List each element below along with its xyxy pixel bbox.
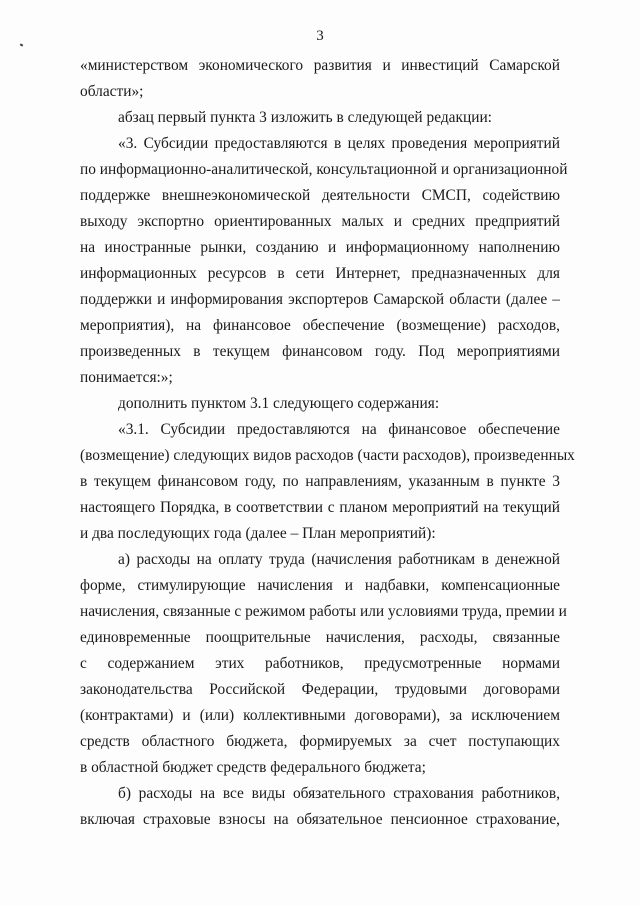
text-line: выходу экспортно ориентированных малых и средних предприятий [80, 213, 560, 230]
text-line: «министерством экономического развития и инвестиций Самарской [80, 57, 560, 74]
text-line: начисления, связанные с режимом работы или условиями труда, премии и [80, 603, 567, 620]
text-line: информационных ресурсов в сети Интернет, предназначенных для [80, 265, 560, 282]
text-line: понимается:»; [80, 369, 173, 386]
text-line: по информационно-аналитической, консультационной и организационной [80, 161, 568, 178]
text-line: (возмещение) следующих видов расходов (части расходов), произведенных [80, 447, 575, 464]
text-line: мероприятия), на финансовое обеспечение (возмещение) расходов, [80, 317, 560, 334]
scan-speck [20, 43, 24, 46]
text-line: средств областного бюджета, формируемых за счет поступающих [80, 733, 560, 750]
text-line: поддержки и информирования экспортеров Самарской области (далее – [80, 291, 560, 308]
text-line: поддержке внешнеэкономической деятельности СМСП, содействию [80, 187, 560, 204]
text-line: области»; [80, 83, 144, 100]
text-line: в текущем финансовом году, по направлениям, указанным в пункте 3 [80, 473, 560, 490]
page-number: 3 [316, 28, 324, 44]
text-line: настоящего Порядка, в соответствии с планом мероприятий на текущий [80, 499, 560, 516]
text-line: абзац первый пункта 3 изложить в следующей редакции: [118, 109, 492, 126]
text-line: произведенных в текущем финансовом году. Под мероприятиями [80, 343, 560, 360]
text-line: законодательства Российской Федерации, трудовыми договорами [80, 681, 560, 698]
text-line: «3.1. Субсидии предоставляются на финансовое обеспечение [118, 421, 560, 438]
text-line: «3. Субсидии предоставляются в целях проведения мероприятий [118, 135, 560, 152]
text-line: включая страховые взносы на обязательное пенсионное страхование, [80, 811, 560, 828]
text-line: и два последующих года (далее – План мероприятий): [80, 525, 436, 542]
text-line: в областной бюджет средств федерального бюджета; [80, 759, 426, 776]
text-line: дополнить пунктом 3.1 следующего содержания: [118, 395, 440, 412]
text-line: с содержанием этих работников, предусмотренные нормами [80, 655, 560, 672]
text-line: (контрактами) и (или) коллективными договорами), за исключением [80, 707, 560, 724]
text-line: на иностранные рынки, созданию и информационному наполнению [80, 239, 560, 256]
text-line: единовременные поощрительные начисления, расходы, связанные [80, 629, 560, 646]
text-line: б) расходы на все виды обязательного страхования работников, [118, 785, 560, 802]
text-line: а) расходы на оплату труда (начисления работникам в денежной [118, 551, 560, 568]
text-line: форме, стимулирующие начисления и надбавки, компенсационные [80, 577, 560, 594]
